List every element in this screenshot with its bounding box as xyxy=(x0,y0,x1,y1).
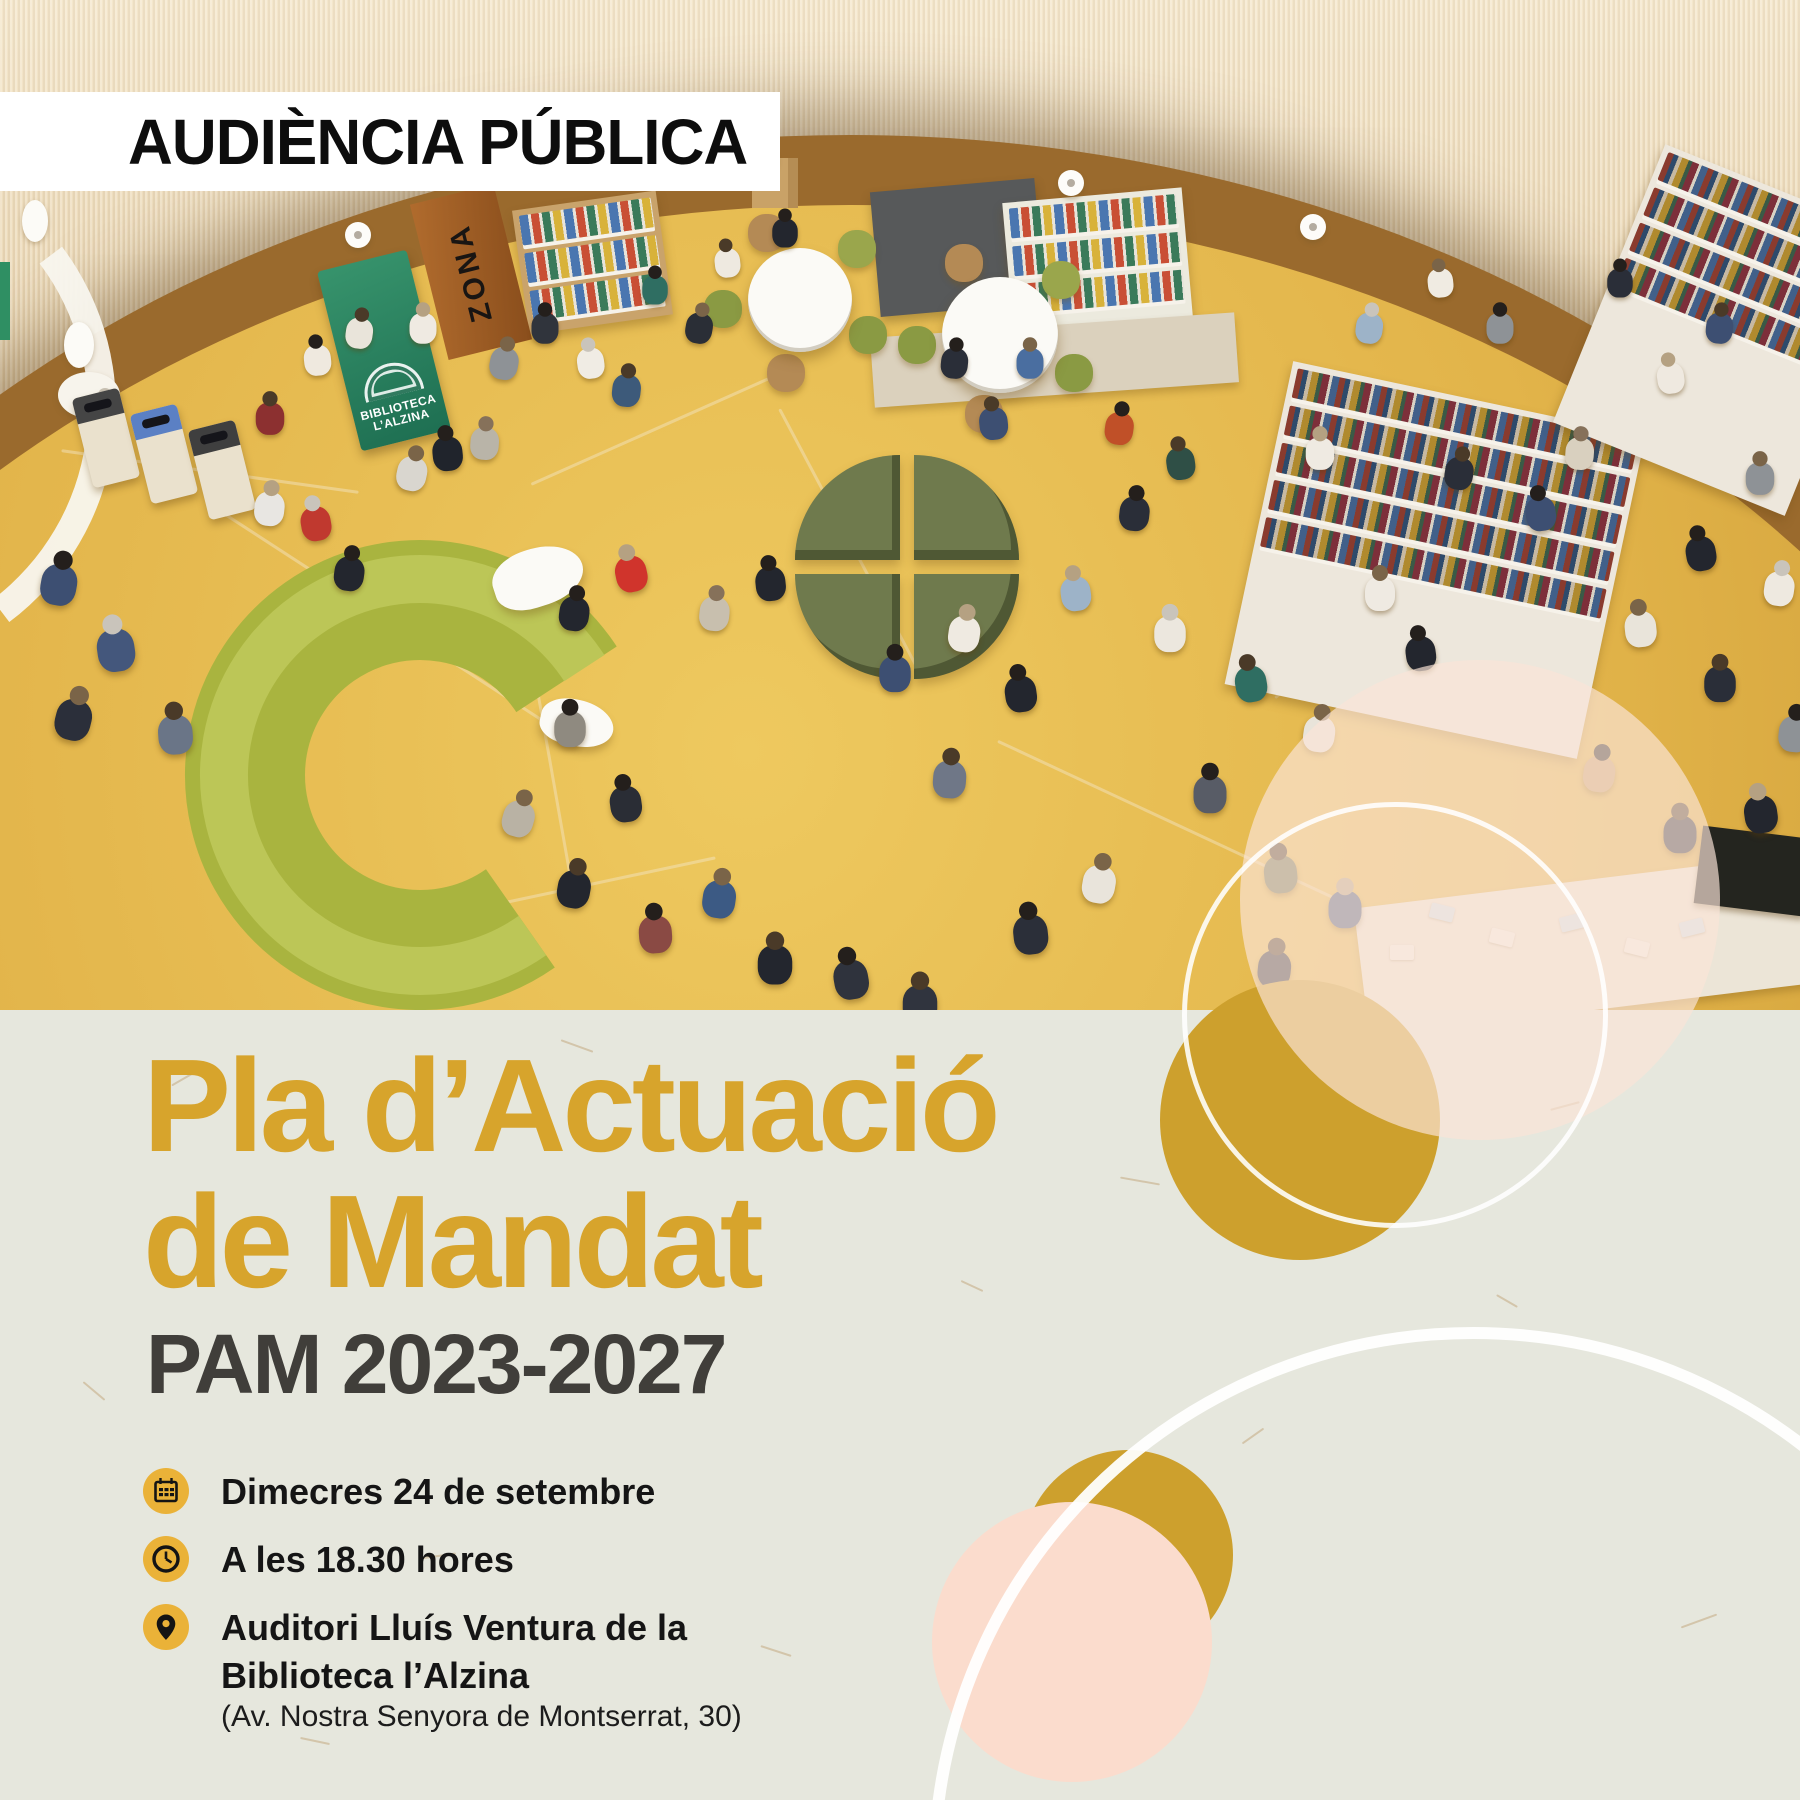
clock-icon xyxy=(143,1536,189,1582)
venue-line-1: Auditori Lluís Ventura de la xyxy=(221,1607,688,1648)
venue-address: (Av. Nostra Senyora de Montserrat, 30) xyxy=(221,1700,742,1733)
title-line-2: de Mandat xyxy=(143,1168,760,1315)
c-shaped-sofa xyxy=(160,515,680,1010)
title-line-1: Pla d’Actuació xyxy=(143,1032,997,1179)
location-pin-icon xyxy=(143,1604,189,1650)
dome-light xyxy=(345,222,371,248)
dome-light xyxy=(1300,214,1326,240)
wall-light xyxy=(22,200,48,242)
headline-text: AUDIÈNCIA PÚBLICA xyxy=(128,105,748,178)
rollup-text: BIBLIOTECA L’ALZINA xyxy=(358,391,438,434)
detail-date-text: Dimecres 24 de setembre xyxy=(221,1471,656,1512)
venue-line-2: Biblioteca l’Alzina xyxy=(221,1655,530,1696)
calendar-icon xyxy=(143,1468,189,1514)
pillar-text: ZONA xyxy=(442,219,499,326)
banner-edge-sliver xyxy=(0,262,10,340)
dome-light xyxy=(1058,170,1084,196)
headline-banner xyxy=(0,92,780,191)
detail-venue xyxy=(143,1604,687,1700)
wall-light xyxy=(64,322,94,368)
detail-time xyxy=(143,1536,514,1584)
white-ring-middle xyxy=(1182,802,1608,1228)
detail-date xyxy=(143,1468,655,1516)
white-ring-bottom xyxy=(928,1327,1800,1800)
subtitle-pam: PAM 2023-2027 xyxy=(146,1317,726,1411)
detail-time-text: A les 18.30 hores xyxy=(221,1539,514,1580)
